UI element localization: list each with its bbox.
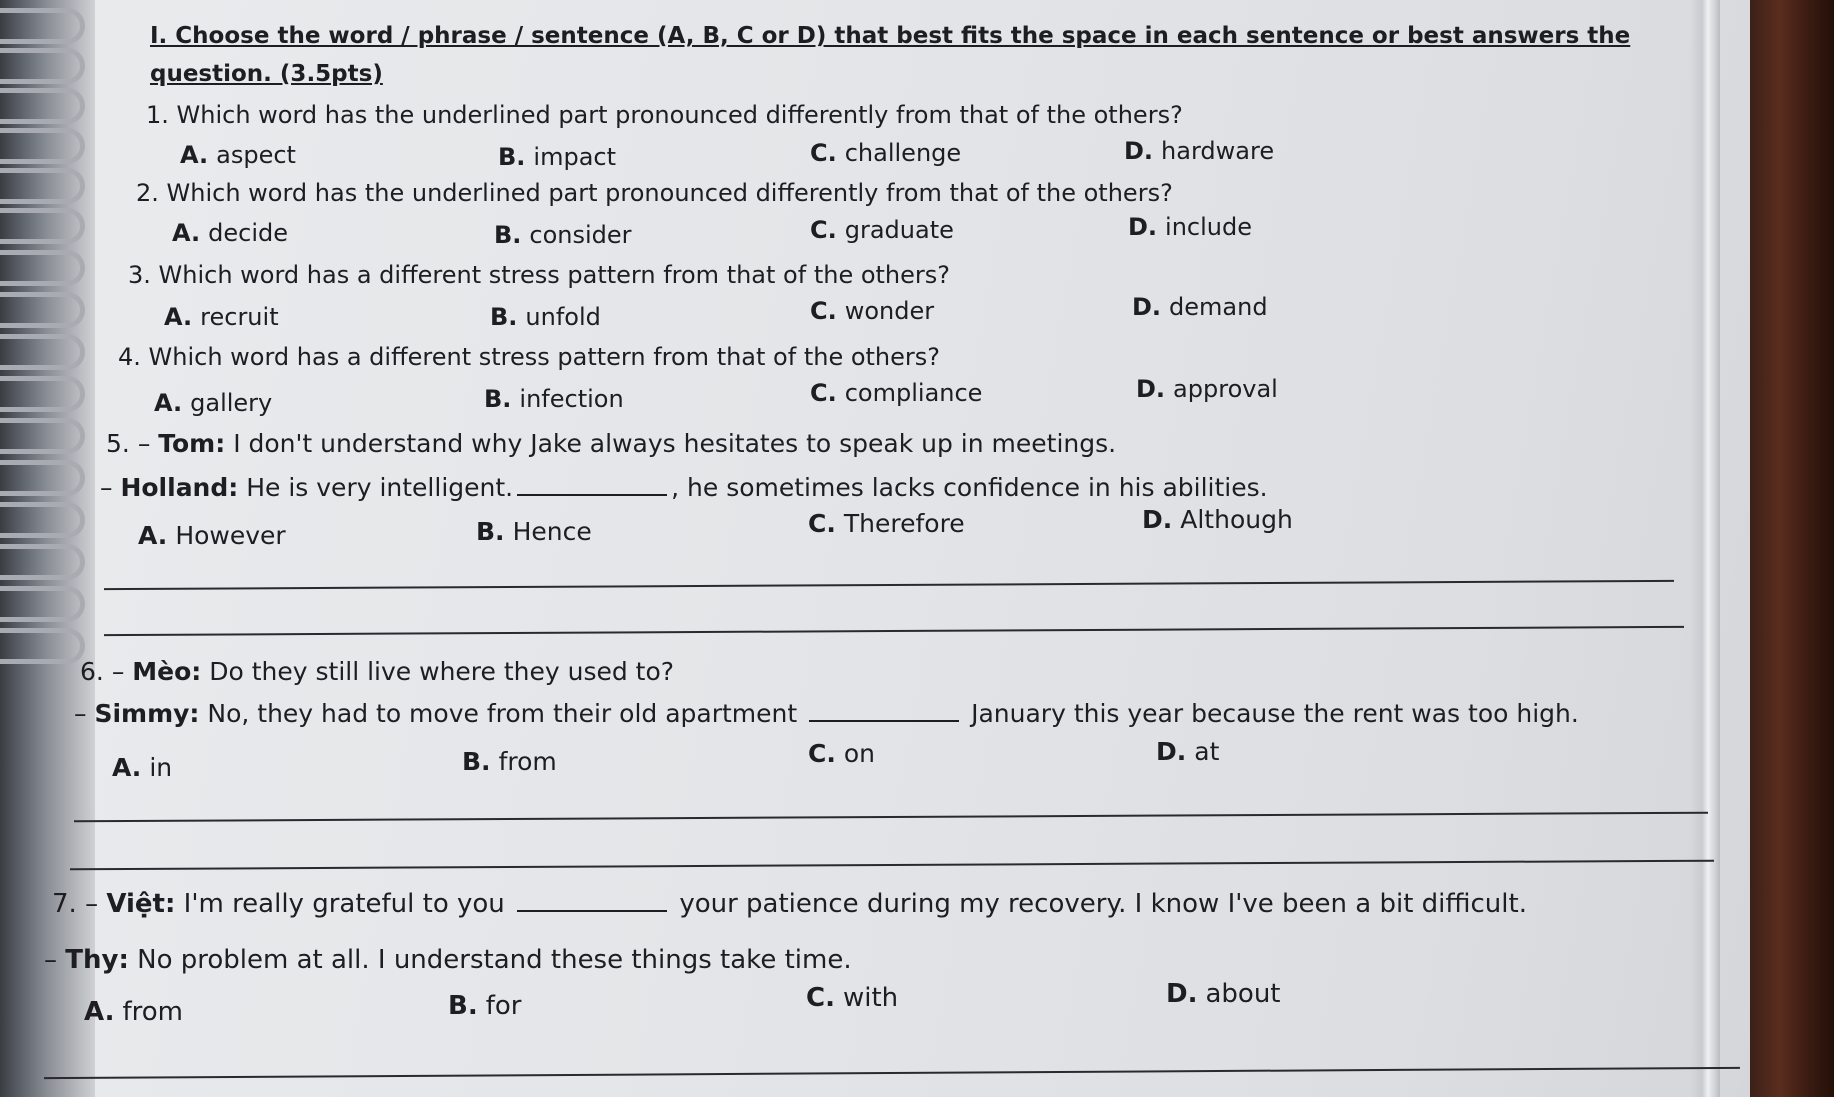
question-6-line-2: – Simmy: No, they had to move from their old apartment January this year because the rent was too high.: [74, 699, 1579, 728]
question-7-option-b[interactable]: B. for: [448, 991, 522, 1021]
question-2-option-c[interactable]: C. graduate: [810, 216, 954, 244]
question-7-blank[interactable]: [517, 890, 667, 912]
answer-line[interactable]: [44, 1067, 1740, 1079]
question-1-option-c[interactable]: C. challenge: [810, 139, 962, 167]
question-5-option-a[interactable]: A. However: [138, 521, 286, 550]
question-6-line-1: 6. – Mèo: Do they still live where they used to?: [80, 657, 675, 686]
question-3-stem: 3. Which word has a different stress pattern from that of the others?: [128, 261, 951, 289]
desk-background: [1750, 0, 1834, 1097]
question-2-option-b[interactable]: B. consider: [494, 221, 632, 249]
question-4-option-a[interactable]: A. gallery: [154, 389, 273, 417]
question-7-line-2: – Thy: No problem at all. I understand these things take time.: [44, 945, 852, 975]
question-4-option-c[interactable]: C. compliance: [810, 379, 983, 407]
instruction-line-2: question. (3.5pts): [150, 61, 383, 87]
question-6-option-d[interactable]: D. at: [1156, 737, 1220, 766]
question-5-option-b[interactable]: B. Hence: [476, 517, 592, 546]
question-2-option-a[interactable]: A. decide: [172, 219, 289, 247]
question-3-option-a[interactable]: A. recruit: [164, 303, 279, 331]
question-5-line-2: – Holland: He is very intelligent. , he sometimes lacks confidence in his abilities.: [100, 473, 1268, 502]
question-1-option-b[interactable]: B. impact: [498, 143, 617, 171]
answer-line[interactable]: [70, 860, 1714, 871]
question-5-blank[interactable]: [517, 474, 667, 496]
question-2-stem: 2. Which word has the underlined part pronounced differently from that of the others?: [136, 179, 1173, 207]
instruction-line-1: I. Choose the word / phrase / sentence (A, B, C or D) that best fits the space in each sentence or best answers the: [150, 23, 1631, 49]
question-4-stem: 4. Which word has a different stress pattern from that of the others?: [118, 343, 941, 371]
question-7-option-d[interactable]: D. about: [1166, 979, 1281, 1009]
question-6-option-c[interactable]: C. on: [808, 739, 875, 768]
answer-line[interactable]: [104, 626, 1684, 636]
question-6-blank[interactable]: [809, 700, 959, 722]
question-2-option-d[interactable]: D. include: [1128, 213, 1252, 241]
question-6-option-b[interactable]: B. from: [462, 747, 557, 776]
question-3-option-d[interactable]: D. demand: [1132, 293, 1268, 321]
question-1-stem: 1. Which word has the underlined part pronounced differently from that of the others?: [146, 101, 1183, 129]
question-1-option-a[interactable]: A. aspect: [180, 141, 296, 169]
question-3-option-b[interactable]: B. unfold: [490, 303, 601, 331]
answer-line[interactable]: [74, 812, 1708, 823]
question-5-line-1: 5. – Tom: I don't understand why Jake always hesitates to speak up in meetings.: [106, 429, 1117, 458]
answer-line[interactable]: [104, 580, 1674, 590]
question-3-option-c[interactable]: C. wonder: [810, 297, 935, 325]
question-7-line-1: 7. – Việt: I'm really grateful to you your patience during my recovery. I know I've been a bit difficult.: [52, 889, 1527, 919]
question-7-option-c[interactable]: C. with: [806, 983, 899, 1013]
question-5-option-d[interactable]: D. Although: [1142, 505, 1293, 534]
question-6-option-a[interactable]: A. in: [112, 753, 173, 782]
question-7-option-a[interactable]: A. from: [84, 997, 183, 1027]
question-1-option-d[interactable]: D. hardware: [1124, 137, 1275, 165]
question-4-option-b[interactable]: B. infection: [484, 385, 624, 413]
question-4-option-d[interactable]: D. approval: [1136, 375, 1278, 403]
question-5-option-c[interactable]: C. Therefore: [808, 509, 965, 538]
